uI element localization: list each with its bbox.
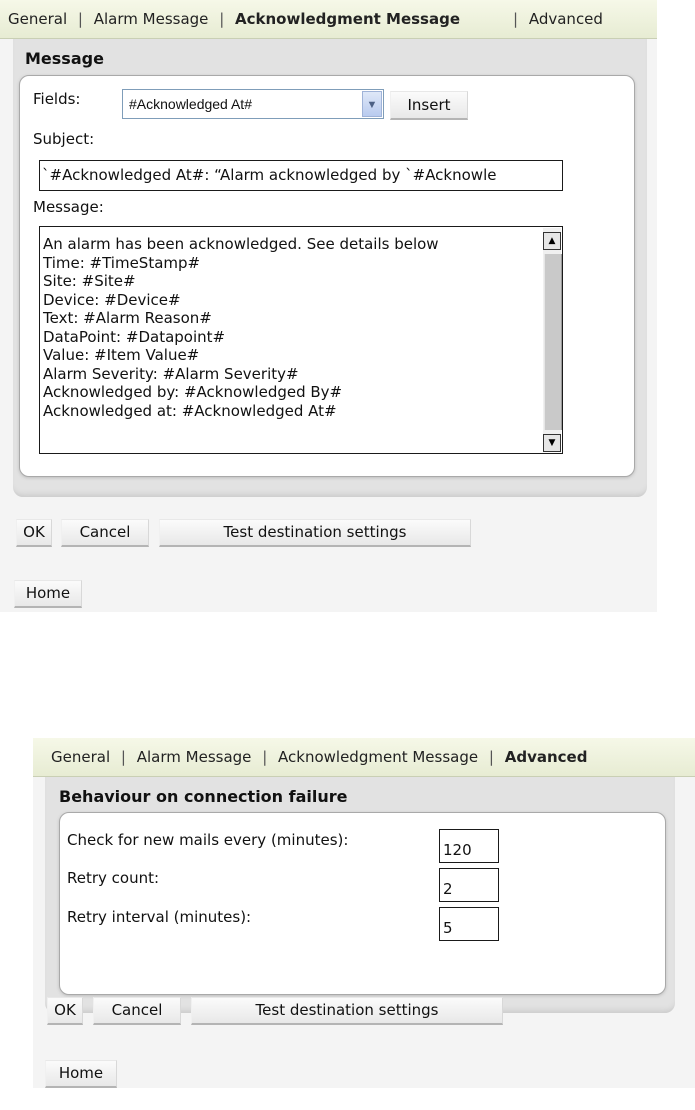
tab-acknowledgment-message[interactable]: Acknowledgment Message <box>278 748 479 766</box>
connection-failure-form-box <box>59 812 666 995</box>
message-line: Time: #TimeStamp# <box>43 253 201 272</box>
tab-separator: | <box>219 10 225 28</box>
tab-separator: | <box>120 748 126 766</box>
test-destination-button[interactable]: Test destination settings <box>159 519 471 547</box>
retry-interval-input[interactable] <box>439 907 499 941</box>
fields-selected-value: #Acknowledged At# <box>129 96 252 112</box>
arrow-down-icon[interactable]: ▼ <box>543 434 561 452</box>
tab-separator: | <box>77 10 83 28</box>
retry-interval-value: 5 <box>443 919 453 937</box>
message-line: An alarm has been acknowledged. See details below <box>43 235 439 253</box>
subject-field[interactable] <box>39 160 563 191</box>
test-destination-button[interactable]: Test destination settings <box>191 997 503 1025</box>
retry-count-input[interactable] <box>439 868 499 902</box>
message-line: Value: #Item Value# <box>43 346 200 364</box>
message-line: DataPoint: #Datapoint# <box>43 327 226 346</box>
message-text <box>43 235 540 420</box>
section-title-connection-failure: Behaviour on connection failure <box>59 787 348 806</box>
advanced-panel <box>33 738 695 1088</box>
message-section <box>13 39 647 497</box>
section-title-message: Message <box>25 49 104 68</box>
scrollbar-thumb[interactable] <box>544 254 562 430</box>
message-label: Message: <box>33 198 104 216</box>
ok-button[interactable]: OK <box>47 997 83 1025</box>
insert-button[interactable]: Insert <box>390 91 468 120</box>
tab-alarm-message[interactable]: Alarm Message <box>136 748 252 766</box>
check-mail-input[interactable] <box>439 829 499 863</box>
subject-value: `#Acknowledged At#: “Alarm acknowledged by `#Acknowle <box>42 166 497 184</box>
cancel-button[interactable]: Cancel <box>93 997 181 1025</box>
tab-general[interactable]: General <box>51 748 111 766</box>
fields-label: Fields: <box>33 90 81 108</box>
tab-general[interactable]: General <box>8 10 68 28</box>
fields-select[interactable] <box>122 89 384 119</box>
cancel-button[interactable]: Cancel <box>61 519 149 547</box>
message-line: Device: #Device# <box>43 290 181 309</box>
ok-button[interactable]: OK <box>16 519 52 547</box>
arrow-up-icon[interactable]: ▲ <box>543 232 561 250</box>
home-button[interactable]: Home <box>45 1060 117 1088</box>
message-line: Text: #Alarm Reason# <box>43 309 212 327</box>
tab-separator: | <box>488 748 494 766</box>
tab-bar <box>0 0 657 39</box>
message-textarea[interactable] <box>39 226 563 454</box>
tab-advanced[interactable]: Advanced <box>504 748 588 766</box>
tab-separator: | <box>262 748 268 766</box>
subject-label: Subject: <box>33 130 95 148</box>
check-mail-value: 120 <box>443 841 472 859</box>
tab-alarm-message[interactable]: Alarm Message <box>93 10 209 28</box>
retry-count-value: 2 <box>443 880 453 898</box>
chevron-down-icon[interactable]: ▼ <box>362 91 382 117</box>
check-mail-label: Check for new mails every (minutes): <box>67 831 349 849</box>
home-button[interactable]: Home <box>14 580 82 608</box>
message-line: Acknowledged by: #Acknowledged By# <box>43 383 343 401</box>
retry-interval-label: Retry interval (minutes): <box>67 908 252 926</box>
connection-failure-section <box>45 777 675 1013</box>
message-form-box <box>19 75 635 477</box>
retry-count-label: Retry count: <box>67 869 160 887</box>
tab-separator: | <box>513 10 519 28</box>
message-line: Alarm Severity: #Alarm Severity# <box>43 364 299 383</box>
message-line: Acknowledged at: #Acknowledged At# <box>43 401 337 420</box>
tab-advanced[interactable]: Advanced <box>528 10 603 28</box>
message-line: Site: #Site# <box>43 272 136 290</box>
message-scrollbar[interactable] <box>543 228 561 452</box>
tab-bar <box>33 738 695 777</box>
tab-acknowledgment-message[interactable]: Acknowledgment Message <box>235 10 461 28</box>
